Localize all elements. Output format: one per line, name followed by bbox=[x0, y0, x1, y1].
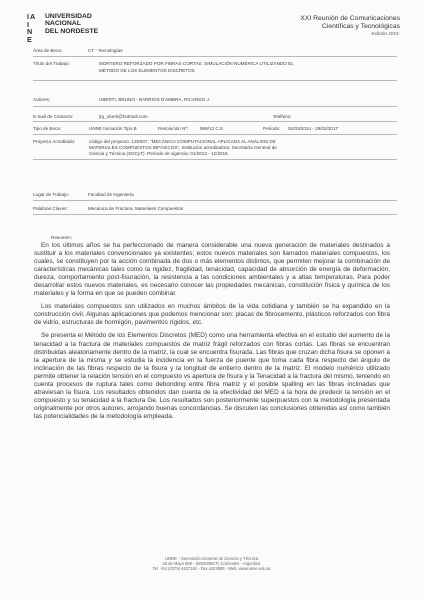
resolution-value: 986/13 C.S bbox=[200, 126, 223, 131]
project-value-line: Ciencia y Técnica (SGCyT). Período de vigencia: 01/2013 - 12/2016. bbox=[89, 151, 229, 156]
keywords-label: Palabras Claves: bbox=[33, 206, 68, 211]
email-label: E-mail de Contacto: bbox=[33, 114, 74, 119]
authors-value: UBERTI, BRUNO - BARRIOS D'AMBRA, RICARDO J. bbox=[99, 97, 211, 102]
footer-line: 25 de Mayo 868 - (W3400BCF) Corrientes - Argentina bbox=[162, 561, 261, 566]
logo-wordmark bbox=[45, 13, 98, 35]
divider bbox=[33, 56, 397, 57]
abstract-paragraph: En los últimos años se ha perfeccionado de manera considerable una nueva generación de materiales destinados a sustituir a los materiales convencionales ya existentes; estos nuevos materiales son llamados materiales compuestos, los cuales, se constituyen por la acción combinada de dos o más elementos distintos, que permiten mejorar la combinación de características mecánicas tales como la rigidez, fragilidad, tenacidad, capacidad de absorción de energía de deformación, dureza, comportamiento post-fisuración, la resistencia a las condiciones ambientales y a altas temperaturas. Para poder desarrollar estos nuevos materiales, es necesario conocer las propiedades mecánicas, constitución física y química de los materiales y la forma en que se pueden combinar. bbox=[34, 242, 390, 298]
type-label: Tipo de Beca: bbox=[33, 126, 62, 131]
phone-label: Teléfono: bbox=[273, 114, 292, 119]
abstract-paragraph: Se presenta el Método de los Elementos Discretos (MED) como una herramienta efectiva en el estudio del aumento de la tenacidad a la fractura de materiales compuestos de matriz frágil reforzados con fibras cortas. Las fibras se encuentran distribuidas aleatoriamente dentro de la matriz, la cual se encuentra fisurada. Las fibras que cruzan dicha fisura se oponen a la apertura de la misma y se estudia la incidencia en la fuerza de puente que toma cada fibra respecto del ángulo de inclinación de las fibras respecto de la fisura y la longitud de entierro dentro de la matriz. El modelo numérico utilizado permite obtener la relación tensión en el compuesto vs apertura de fisura y la Tenacidad a la fractura del mismo, teniendo en cuenta procesos de ruptura tales como debonding entre fibra matriz y el posible spalling en las fibras inclinadas que atraviesan la fisura. Los resultados obtenidos dan cuenta de la efectividad del MED a la hora de predecir la tensión en el compuesto y su tenacidad a la fractura Ge. Los resultados son posteriormente superpuestos con la metodología presentada originalmente por otros autores, arrojando buenas concordancias. Se discuten las conclusiones obtenidas así como también las potencialidades de la metodología empleada. bbox=[34, 332, 390, 420]
logo-mark-line: N bbox=[27, 27, 34, 37]
place-value: Facultad de Ingeniería bbox=[88, 192, 134, 197]
logo-line: NACIONAL bbox=[45, 20, 81, 28]
keywords-value: Mecánica de Fractura, Materiales Compuestos bbox=[88, 206, 184, 211]
footer-line: Tel. +54 (0379) 4427181 - Fax 4423806 - Web: www.unne.edu.ar bbox=[152, 566, 271, 571]
logo-mark bbox=[27, 13, 43, 43]
logo-line: UNIVERSIDAD bbox=[45, 13, 92, 20]
logo-mark-line: E bbox=[27, 34, 33, 44]
divider bbox=[33, 200, 397, 201]
resolution-label: Resolución Nº: bbox=[158, 126, 189, 131]
logo-line: DEL NORDESTE bbox=[45, 27, 99, 35]
event-edition: -Edición 2015- bbox=[370, 31, 400, 37]
abstract-body bbox=[34, 242, 390, 426]
event-header bbox=[300, 15, 400, 36]
logo-mark-line: IA bbox=[27, 12, 37, 21]
title-label: Título del Trabajo: bbox=[33, 61, 70, 66]
unne-logo bbox=[27, 13, 137, 47]
period-label: Período: bbox=[263, 126, 281, 131]
page-footer bbox=[0, 556, 423, 571]
area-label: Área de Beca: bbox=[33, 48, 63, 53]
logo-mark-line: I bbox=[27, 19, 30, 29]
event-title-line2: Científicas y Tecnológicas bbox=[321, 22, 400, 30]
divider bbox=[33, 106, 397, 107]
event-title-line1: XXI Reunión de Comunicaciones bbox=[300, 15, 400, 22]
authors-label: Autores: bbox=[33, 97, 51, 102]
area-value: CT - Tecnologías bbox=[88, 48, 123, 53]
footer-line: UNNE - Secretaría General de Ciencia y Técnica bbox=[164, 556, 259, 561]
abstract-paragraph: Los materiales compuestos son utilizados en muchos ámbitos de la vida cotidiana y también se ha expandido en la construcción civil. Algunas aplicaciones que podemos mencionar son: placas de fibrocemento, plásticos reforzados con fibra de vidrio, estructuras de hormigón, pavimentos rígidos, etc. bbox=[34, 303, 390, 327]
place-label: Lugar de Trabajo: bbox=[33, 192, 70, 197]
project-value-line: código del proyecto: 12D007, "MECÁNICA COMPUTACIONAL APLICADA AL ANÁLISIS DE bbox=[89, 139, 276, 144]
divider bbox=[33, 159, 397, 160]
project-label: Proyecto Acreditado: bbox=[33, 139, 76, 144]
type-value: UNNE Iniciación Tipo B bbox=[89, 126, 137, 131]
email-value: jrg_uberti@hotmail.com bbox=[99, 114, 148, 119]
period-value: 01/03/2014 - 28/02/2017 bbox=[288, 126, 339, 131]
divider bbox=[33, 214, 397, 215]
divider bbox=[33, 80, 397, 81]
divider bbox=[33, 121, 397, 122]
divider bbox=[33, 134, 397, 135]
project-value-line: MATERIALES COMPUESTOS BIFÁSICOS", Institución acreditadora: Secretaría General de bbox=[89, 145, 277, 150]
title-value-line: MÉTODO DE LOS ELEMENTOS DISCRETOS bbox=[99, 68, 195, 73]
abstract-label: Resumen: bbox=[51, 235, 72, 240]
title-value-line: MORTERO REFORZADO POR FIBRAS CORTAS: SIMULACIÓN NUMÉRICA UTILIZANDO EL bbox=[99, 61, 294, 66]
